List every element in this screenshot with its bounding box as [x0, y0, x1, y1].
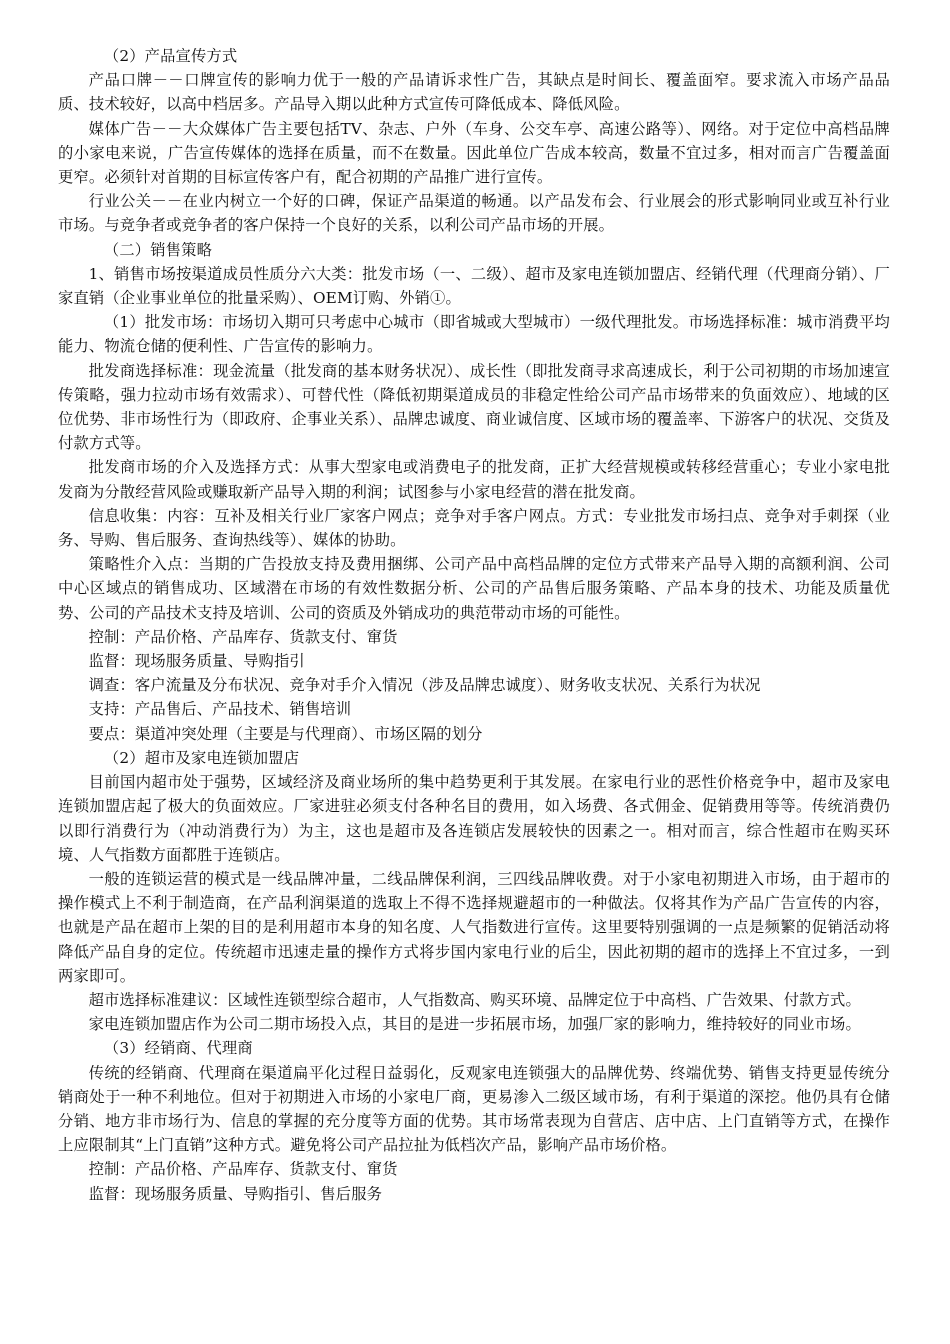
heading-supermarkets-chains: （2）超市及家电连锁加盟店 [103, 748, 300, 767]
paragraph-supermarket-trends: 目前国内超市处于强势，区域经济及商业场所的集中趋势更利于其发展。在家电行业的恶性价格竞争中，超市及家电连锁加盟店起了极大的负面效应。厂家进驻必须支付各种名目的费用，如入场费、各式佣金、促销费用等等。传统消费仍以即行消费行为（冲动消费行为）为主，这也是超市及各连锁店发展较快的因素之一。相对而言，综合性超市在购买环境、人气指数方面都胜于连锁店。 [58, 773, 890, 864]
heading-distributors-agents: （3）经销商、代理商 [103, 1039, 253, 1058]
paragraph-wholesale-market: （1）批发市场：市场切入期可只考虑中心城市（即省城或大型城市）一级代理批发。市场选择标准：城市消费平均能力、物流仓储的便利性、广告宣传的影响力。 [58, 313, 890, 356]
paragraph-key-points: 要点：渠道冲突处理（主要是与代理商）、市场区隔的划分 [88, 724, 483, 743]
heading-sales-strategy: （二）销售策略 [103, 240, 213, 259]
document-body [58, 44, 890, 1206]
paragraph-wholesaler-entry: 批发商市场的介入及选择方式：从事大型家电或消费电子的批发商，正扩大经营规模或转移经营重心；专业小家电批发商为分散经营风险或赚取新产品导入期的利润；试图参与小家电经营的潜在批发商。 [58, 458, 890, 501]
paragraph-chain-operation-model: 一般的连锁运营的模式是一线品牌冲量，二线品牌保利润，三四线品牌收费。对于小家电初期进入市场，由于超市的操作模式上不利于制造商，在产品利润渠道的选取上不得不选择规避超市的一种做法。仅将其作为产品广告宣传的内容，也就是产品在超市上架的目的是利用超市本身的知名度、人气指数进行宣传。这里要特别强调的一点是频繁的促销活动将降低产品自身的定位。传统超市迅速走量的操作方式将步国内家电行业的后尘，因此初期的超市的选择上不宜过多，一到两家即可。 [58, 869, 890, 985]
paragraph-investigation: 调查：客户流量及分布状况、竞争对手介入情况（涉及品牌忠诚度）、财务收支状况、关系行为状况 [88, 676, 761, 695]
paragraph-strategic-entry-points: 策略性介入点：当期的广告投放支持及费用捆绑、公司产品中高档品牌的定位方式带来产品导入期的高额利润、公司中心区域点的销售成功、区域潜在市场的有效性数据分析、公司的产品售后服务策略、产品本身的技术、功能及质量优势、公司的产品技术支持及培训、公司的资质及外销成功的典范带动市场的可能性。 [58, 555, 890, 622]
paragraph-channel-categories: 1、销售市场按渠道成员性质分六大类：批发市场（一、二级）、超市及家电连锁加盟店、经销代理（代理商分销）、厂家直销（企业事业单位的批量采购）、OEM订购、外销①。 [58, 264, 890, 308]
paragraph-information-collection: 信息收集：内容：互补及相关行业厂家客户网点；竞争对手客户网点。方式：专业批发市场扫点、竞争对手刺探（业务、导购、售后服务、查询热线等）、媒体的协助。 [58, 506, 890, 550]
paragraph-support: 支持：产品售后、产品技术、销售培训 [88, 700, 352, 719]
paragraph-wholesaler-criteria: 批发商选择标准：现金流量（批发商的基本财务状况）、成长性（即批发商寻求高速成长，利于公司初期的市场加速宣传策略，强力拉动市场有效需求）、可替代性（降低初期渠道成员的非稳定性给公司产品市场带来的负面效应）、地域的区位优势、非市场性行为（即政府、企事业关系）、品牌忠诚度、商业诚信度、区域市场的覆盖率、下游客户的状况、交货及付款方式等。 [58, 361, 890, 453]
paragraph-distributors-analysis: 传统的经销商、代理商在渠道扁平化过程日益弱化，反观家电连锁强大的品牌优势、终端优势、销售支持更显传统分销商处于一种不利地位。但对于初期进入市场的小家电厂商，更易渗入二级区域市场，有利于渠道的深挖。他仍具有仓储分销、地方非市场行为、信息的掌握的充分度等方面的优势。其市场常表现为自营店、店中店、上门直销等方式，在操作上应限制其“上门直销”这种方式。避免将公司产品拉扯为低档次产品，影响产品市场价格。 [58, 1063, 890, 1155]
paragraph-industry-pr: 行业公关－－在业内树立一个好的口碑，保证产品渠道的畅通。以产品发布会、行业展会的形式影响同业或互补行业市场。与竞争者或竞争者的客户保持一个良好的关系，以利公司产品市场的开展。 [58, 192, 890, 235]
paragraph-chain-stores-phase-two: 家电连锁加盟店作为公司二期市场投入点，其目的是进一步拓展市场，加强厂家的影响力，维持较好的同业市场。 [88, 1015, 861, 1034]
heading-publicity-methods: （2）产品宣传方式 [103, 47, 238, 65]
paragraph-supervision-distributors: 监督：现场服务质量、导购指引、售后服务 [88, 1184, 383, 1203]
paragraph-control-distributors: 控制：产品价格、产品库存、货款支付、窜货 [88, 1160, 398, 1179]
paragraph-control: 控制：产品价格、产品库存、货款支付、窜货 [88, 627, 398, 646]
paragraph-supermarket-criteria: 超市选择标准建议：区域性连锁型综合超市，人气指数高、购买环境、品牌定位于中高档、广告效果、付款方式。 [88, 990, 861, 1009]
paragraph-word-of-mouth: 产品口牌－－口牌宣传的影响力优于一般的产品请诉求性广告，其缺点是时间长、覆盖面窄。要求流入市场产品品质、技术较好，以高中档居多。产品导入期以此种方式宣传可降低成本、降低风险。 [58, 71, 890, 114]
paragraph-supervision: 监督：现场服务质量、导购指引 [88, 652, 305, 671]
paragraph-media-advertising: 媒体广告－－大众媒体广告主要包括TV、杂志、户外（车身、公交车亭、高速公路等）、网络。对于定位中高档品牌的小家电来说，广告宣传媒体的选择在质量，而不在数量。因此单位广告成本较高，数量不宜过多，相对而言广告覆盖面更窄。必须针对首期的目标宣传客户有，配合初期的产品推广进行宣传。 [58, 119, 890, 187]
